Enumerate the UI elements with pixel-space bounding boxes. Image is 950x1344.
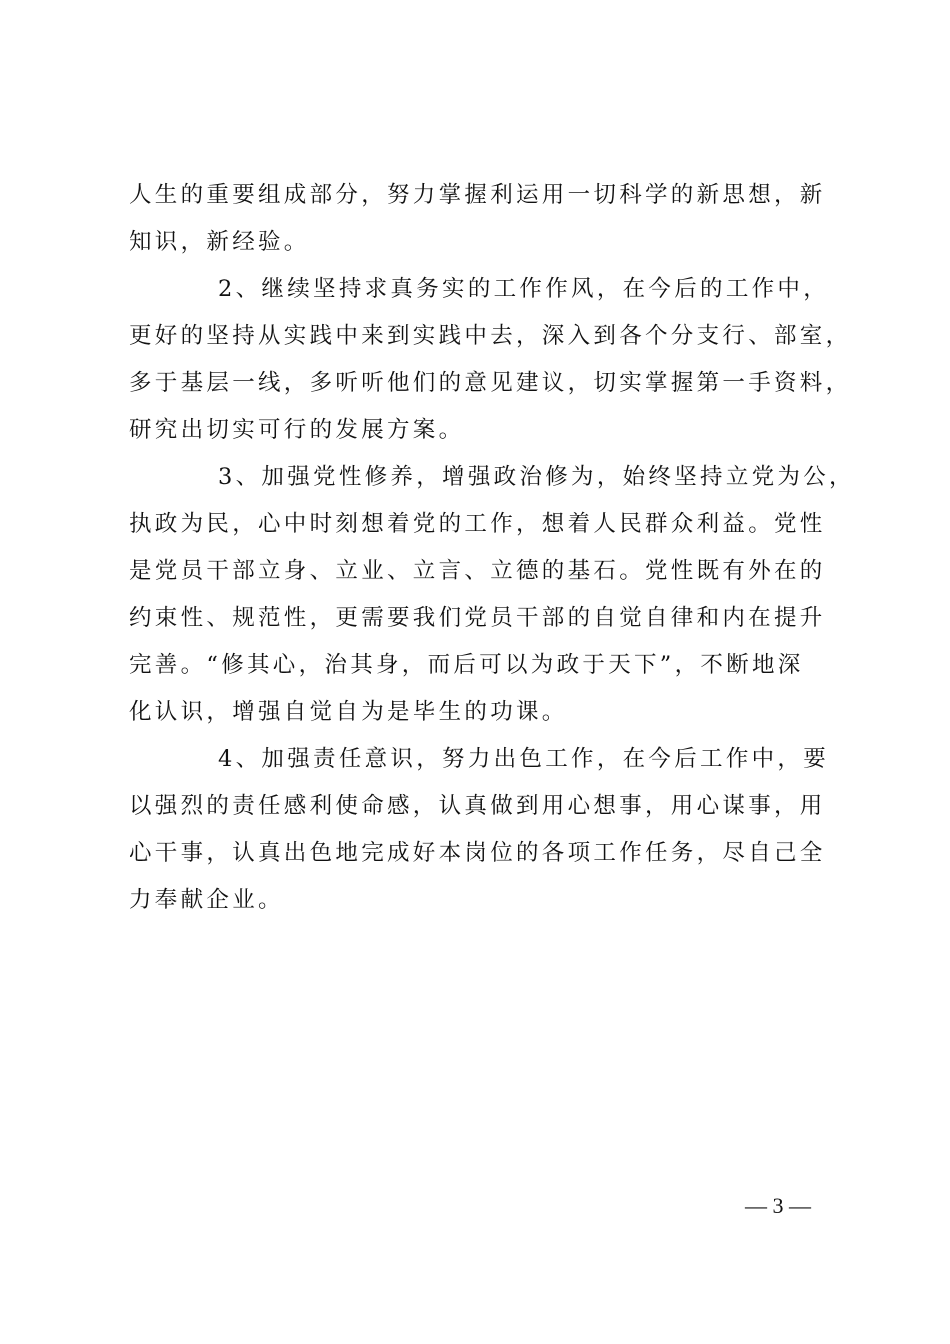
- text-line: 心干事，认真出色地完成好本岗位的各项工作任务，尽自己全: [129, 840, 826, 866]
- text-line: 研究出切实可行的发展方案。: [129, 417, 465, 443]
- page-number: — 3 —: [745, 1193, 811, 1218]
- text-line: 化认识，增强自觉自为是毕生的功课。: [129, 699, 568, 725]
- text-line: 人生的重要组成部分，努力掌握利运用一切科学的新思想，新: [129, 182, 826, 208]
- paragraph-2-start: 2、继续坚持求真务实的工作作风，在今后的工作中，: [218, 276, 830, 302]
- paragraph-4-start: 4、加强责任意识，努力出色工作，在今后工作中，要: [218, 746, 830, 772]
- text-line: 是党员干部立身、立业、立言、立德的基石。党性既有外在的: [129, 558, 826, 584]
- text-line: 知识，新经验。: [129, 229, 310, 255]
- text-line: 完善。“修其心，治其身，而后可以为政于天下”，不断地深: [129, 652, 804, 678]
- text-line: 多于基层一线，多听听他们的意见建议，切实掌握第一手资料，: [129, 370, 852, 396]
- text-line: 以强烈的责任感利使命感，认真做到用心想事，用心谋事，用: [129, 793, 826, 819]
- text-line: 更好的坚持从实践中来到实践中去，深入到各个分支行、部室，: [129, 323, 852, 349]
- text-line: 力奉献企业。: [129, 887, 284, 913]
- text-line: 约束性、规范性，更需要我们党员干部的自觉自律和内在提升: [129, 605, 826, 631]
- paragraph-3-start: 3、加强党性修养，增强政治修为，始终坚持立党为公，: [218, 464, 855, 490]
- text-line: 执政为民，心中时刻想着党的工作，想着人民群众利益。党性: [129, 511, 826, 537]
